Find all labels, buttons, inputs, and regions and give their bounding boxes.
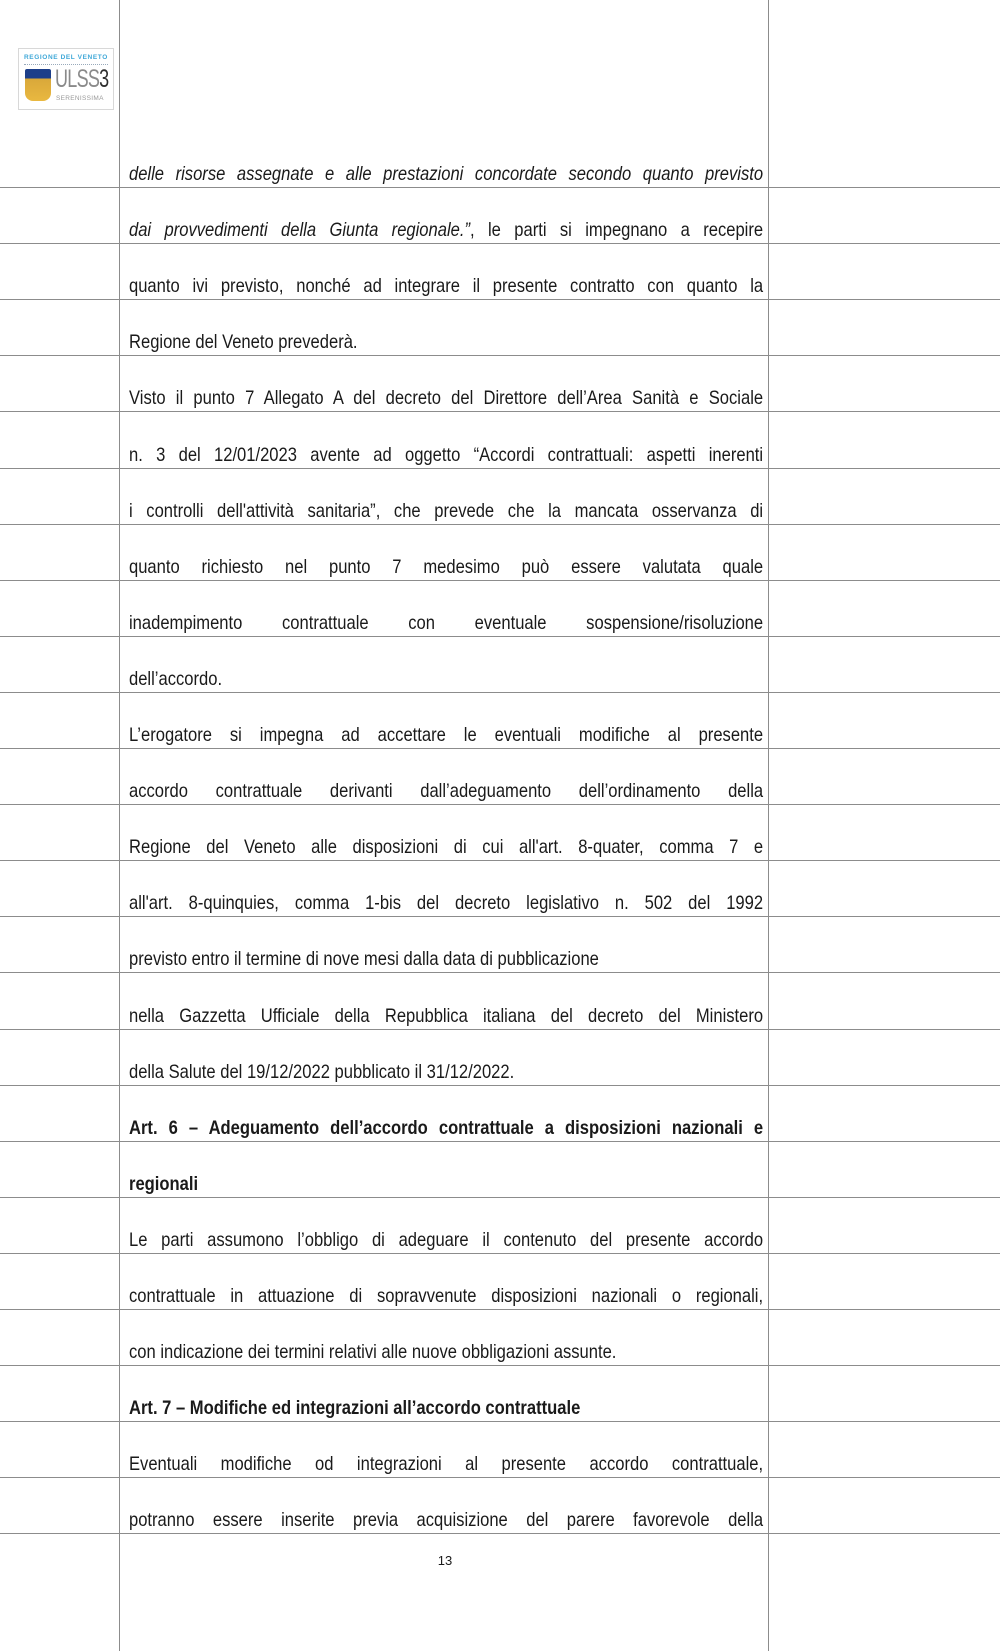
line-text — [129, 330, 668, 354]
line-text — [129, 723, 763, 747]
line-content: Regione del Veneto prevederà. — [129, 331, 358, 354]
line-content: L’erogatore si impegna ad accettare le eventuali modifiche al presente — [129, 724, 764, 746]
logo-name-number: 3 — [99, 65, 109, 93]
line-content: contrattuale in attuazione di sopravvenute disposizioni nazionali o regionali, — [129, 1285, 764, 1307]
text-line — [0, 581, 1000, 637]
line-text — [129, 555, 763, 579]
line-content: regionali — [129, 1172, 199, 1195]
line-text — [129, 386, 763, 410]
line-content: Art. 6 – Adeguamento dell’accordo contrattuale a disposizioni nazionali e — [129, 1116, 764, 1139]
line-content: Eventuali modifiche od integrazioni al presente accordo contrattuale, — [129, 1453, 764, 1476]
line-content: Regione del Veneto alle disposizioni di cui all'art. 8-quater, comma 7 e — [129, 836, 764, 859]
page-number: 13 — [437, 1553, 453, 1568]
text-line — [0, 1422, 1000, 1478]
line-text — [129, 1060, 668, 1084]
text-line — [0, 1198, 1000, 1254]
line-content: all'art. 8-quinquies, comma 1-bis del decreto legislativo n. 502 del 1992 — [129, 892, 764, 915]
text-line — [0, 356, 1000, 412]
line-content: Visto il punto 7 Allegato A del decreto del Direttore dell’Area Sanità e Sociale — [129, 387, 764, 410]
line-content: , le parti si impegnano a recepire — [469, 219, 764, 242]
text-line — [0, 861, 1000, 917]
line-text — [129, 499, 763, 523]
text-line — [0, 188, 1000, 244]
text-line — [0, 917, 1000, 973]
text-line — [0, 637, 1000, 693]
article-heading — [129, 1396, 668, 1420]
line-text — [129, 611, 763, 635]
text-line — [0, 1254, 1000, 1310]
line-content: nella Gazzetta Ufficiale della Repubblica italiana del decreto del Ministero — [129, 1004, 764, 1027]
line-text — [129, 1228, 763, 1252]
line-text — [129, 1004, 763, 1028]
quoted-text: delle risorse assegnate e alle prestazioni concordate secondo quanto previsto — [129, 163, 764, 185]
line-text — [129, 891, 763, 915]
text-line — [0, 244, 1000, 300]
text-line — [0, 132, 1000, 188]
text-line — [0, 1366, 1000, 1422]
text-line — [0, 805, 1000, 861]
text-line — [0, 1310, 1000, 1366]
text-line — [0, 413, 1000, 469]
lion-of-st-mark-icon — [25, 69, 51, 101]
line-content: i controlli dell'attività sanitaria”, che prevede che la mancata osservanza di — [129, 499, 764, 522]
line-content: dell’accordo. — [129, 667, 223, 690]
line-content: potranno essere inserite previa acquisizione del parere favorevole della — [129, 1509, 764, 1532]
text-line — [0, 1478, 1000, 1534]
text-line — [0, 974, 1000, 1030]
text-line — [0, 693, 1000, 749]
line-text — [129, 274, 763, 298]
logo-subtitle: SERENISSIMA — [56, 95, 104, 102]
text-line — [0, 1086, 1000, 1142]
article-heading — [129, 1116, 763, 1140]
ulss3-logo — [18, 48, 114, 110]
line-text — [129, 1340, 668, 1364]
text-line — [0, 749, 1000, 805]
article-heading — [129, 1172, 668, 1196]
line-content: n. 3 del 12/01/2023 avente ad oggetto “Accordi contrattuali: aspetti inerenti — [129, 443, 764, 466]
line-content: inadempimento contrattuale con eventuale sospensione/risoluzione — [129, 611, 764, 634]
line-text — [129, 1508, 763, 1532]
line-content: della Salute del 19/12/2022 pubblicato il 31/12/2022. — [129, 1060, 515, 1083]
line-text — [129, 835, 763, 859]
line-content: quanto ivi previsto, nonché ad integrare il presente contratto con quanto la — [129, 275, 764, 298]
logo-name — [55, 65, 108, 94]
line-content: Art. 7 – Modifiche ed integrazioni all’accordo contrattuale — [129, 1397, 581, 1420]
logo-name-prefix: ULSS — [55, 65, 100, 93]
text-line — [0, 525, 1000, 581]
line-text — [129, 779, 763, 803]
text-line — [0, 1142, 1000, 1198]
text-line — [0, 469, 1000, 525]
quoted-text: dai provvedimenti della Giunta regionale.” — [129, 219, 470, 242]
line-text — [129, 1452, 763, 1476]
line-text — [129, 218, 763, 242]
line-text — [129, 947, 668, 971]
line-content: Le parti assumono l’obbligo di adeguare il contenuto del presente accordo — [129, 1228, 764, 1251]
line-text — [129, 1284, 763, 1308]
line-content: quanto richiesto nel punto 7 medesimo può essere valutata quale — [129, 555, 764, 578]
ruled-line — [0, 1533, 1000, 1534]
text-line — [0, 1030, 1000, 1086]
logo-region-label: REGIONE DEL VENETO — [24, 54, 108, 61]
line-text — [129, 162, 763, 186]
line-content: accordo contrattuale derivanti dall’adeguamento dell’ordinamento della — [129, 780, 764, 803]
text-line — [0, 300, 1000, 356]
line-content: previsto entro il termine di nove mesi dalla data di pubblicazione — [129, 948, 599, 971]
line-text — [129, 443, 763, 467]
line-content: con indicazione dei termini relativi alle nuove obbligazioni assunte. — [129, 1341, 617, 1364]
line-text — [129, 667, 668, 691]
